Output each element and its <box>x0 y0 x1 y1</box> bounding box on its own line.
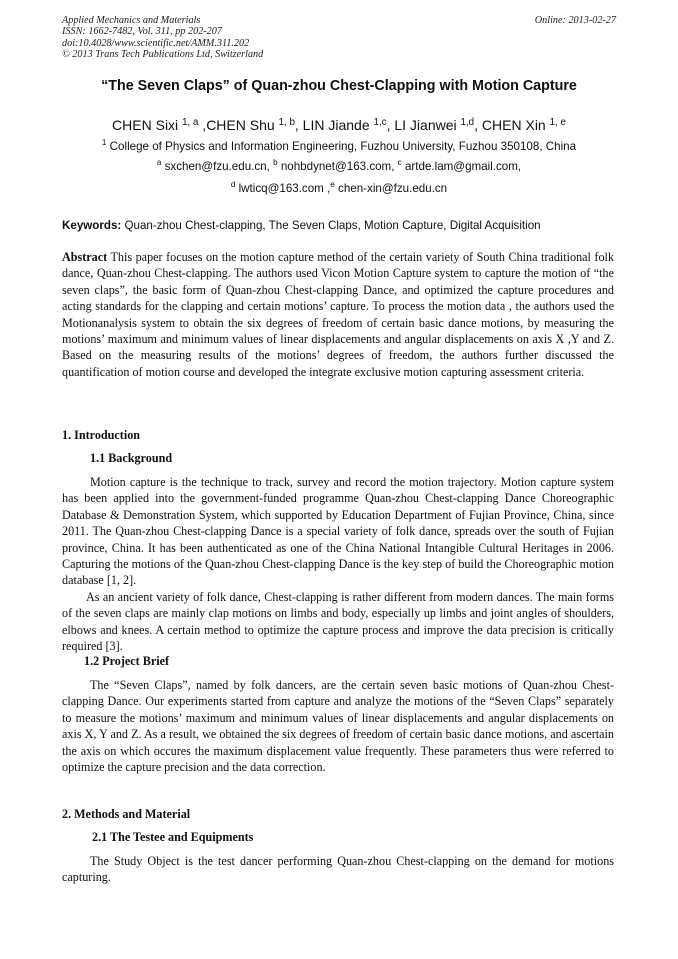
paragraph: Motion capture is the technique to track, survey and record the motion trajectory. Motion capture system has been applied into the government-funded programme Quan-zhou Chest-clapping Dance Choreographic Database & Demonstration System, which supported by Education Department of Fujian Province, China, since 2011. The Quan-zhou Chest-clapping Dance is a special variety of folk dance, spreads over the south of Fujian province, China. It has been authenticated as one of the China National Intangible Cultural Heritages in 2006. Capturing the motions of the Quan-zhou Chest-clapping Dance is the key step of build the Choreographic motion database [1, 2]. <box>62 475 614 588</box>
email-address: sxchen@fzu.edu.cn <box>164 160 267 173</box>
journal-name: Applied Mechanics and Materials <box>62 15 201 26</box>
email-address: nohbdynet@163.com <box>280 160 392 173</box>
author-sup: 1, b <box>278 117 295 128</box>
email-sup: e <box>330 180 335 189</box>
email-line-1: $^a$ sxchen@fzu.edu.cn, $^b$ nohbdynet@163.com, $^c$ artde.lam@gmail.com, <box>156 158 522 173</box>
email-sup: b <box>273 158 278 167</box>
keywords-label: Keywords: <box>62 219 122 232</box>
email-address: lwticq@163.com <box>238 182 324 195</box>
section-heading: 1. Introduction <box>62 428 141 442</box>
abstract <box>62 249 614 380</box>
keywords-text: Quan-zhou Chest-clapping, The Seven Claps, Motion Capture, Digital Acquisition <box>124 219 541 232</box>
affiliation-text: College of Physics and Information Engineering, Fuzhou University, Fuzhou 350108, China <box>109 140 577 153</box>
paragraph: As an ancient variety of folk dance, Chest-clapping is rather different from modern dances. The main forms of the seven claps are mainly clap motions on limbs and body, especially up limbs and joint angles of shoulders, elbows and knees. A certain method to optimize the capture process and improve the data precision is critically required [3]. <box>62 589 614 654</box>
author-list: CHEN Sixi $^{1, a}$ ,CHEN Shu $^{1, b}$, LIN Jiande $^{1,c}$, LI Jianwei $^{1,d}$, CHEN Xin $^{1, e}$ <box>112 117 566 133</box>
journal-header <box>62 15 616 60</box>
paragraph: The Study Object is the test dancer performing Quan-zhou Chest-clapping on the demand for motions capturing. <box>62 854 614 885</box>
email-address: artde.lam@gmail.com <box>404 160 518 173</box>
author-name: CHEN Xin <box>481 117 546 133</box>
journal-copyright: © 2013 Trans Tech Publications Ltd, Switzerland <box>62 48 264 60</box>
keywords <box>62 219 616 232</box>
paper-title: “The Seven Claps” of Quan-zhou Chest-Clapping with Motion Capture <box>101 78 577 94</box>
email-sup: c <box>397 158 402 167</box>
affiliation <box>0 140 678 153</box>
subsection-heading: 1.2 Project Brief <box>84 654 170 668</box>
email-sup: d <box>230 180 236 189</box>
abstract-text: This paper focuses on the motion capture method of the certain variety of South China traditional folk dance, Quan-zhou Chest-clapping. The authors used Vicon Motion Capture system to capture the motion of “the seven claps”, the basic form of Quan-zhou Chest-clapping Dance, and optimized the capture procedures and acting standards for the clapping and certain motions’ capture. To process the motion data , the authors used the Motionanalysis system to obtain the six degrees of freedom of certain basic dance motions, by measuring the motions’ maximum and minimum values of linear displacements and angular displacements on axis X ,Y and Z. Based on the measuring results of the motions’ degrees of freedom, the authors further discussed the quantification of motion course and developed the integrate exclusive motion capturing assessment criteria. <box>62 250 614 379</box>
abstract-label: Abstract <box>62 250 108 264</box>
journal-issn: ISSN: 1662-7482, Vol. 311, pp 202-207 <box>62 26 222 38</box>
email-sup: a <box>156 158 162 167</box>
author-sup: 1, a <box>182 117 199 128</box>
author-name: LI Jianwei <box>394 117 457 133</box>
journal-doi: doi:10.4028/www.scientific.net/AMM.311.202 <box>62 37 250 49</box>
email-line-2: $^d$ lwticq@163.com ,$^e$ chen-xin@fzu.edu.cn <box>230 180 448 195</box>
author-sup: 1, e <box>549 117 566 128</box>
author-sup: 1,c <box>373 117 387 128</box>
author-name: CHEN Shu <box>206 117 275 133</box>
email-address: chen-xin@fzu.edu.cn <box>338 182 448 195</box>
online-date: Online: 2013-02-27 <box>534 15 616 26</box>
author-sup: 1,d <box>460 117 475 128</box>
section-body <box>62 853 614 886</box>
paragraph: The “Seven Claps”, named by folk dancers, are the certain seven basic motions of Quan-zhou Chest-clapping Dance. Our experiments started from capture and analyze the motions of the “Seven Claps” separately to measure the motions’ maximum and minimum values of linear displacements and angular displacements on axis X, Y and Z. As a result, we obtained the six degrees of freedom of certain basic dance motions, and ascertain the axis on which occures the maximum displacement value frequently. These parameters thus were referred to optimize the capture precision and the data correction. <box>62 678 614 775</box>
section-body <box>62 677 614 775</box>
section-body <box>62 474 614 654</box>
author-name: LIN Jiande <box>302 117 370 133</box>
subsection-heading: 2.1 The Testee and Equipments <box>92 830 254 844</box>
section-heading: 2. Methods and Material <box>62 807 191 821</box>
affiliation-sup: 1 <box>101 138 107 147</box>
author-name: CHEN Sixi <box>112 117 179 133</box>
subsection-heading: 1.1 Background <box>90 451 173 465</box>
